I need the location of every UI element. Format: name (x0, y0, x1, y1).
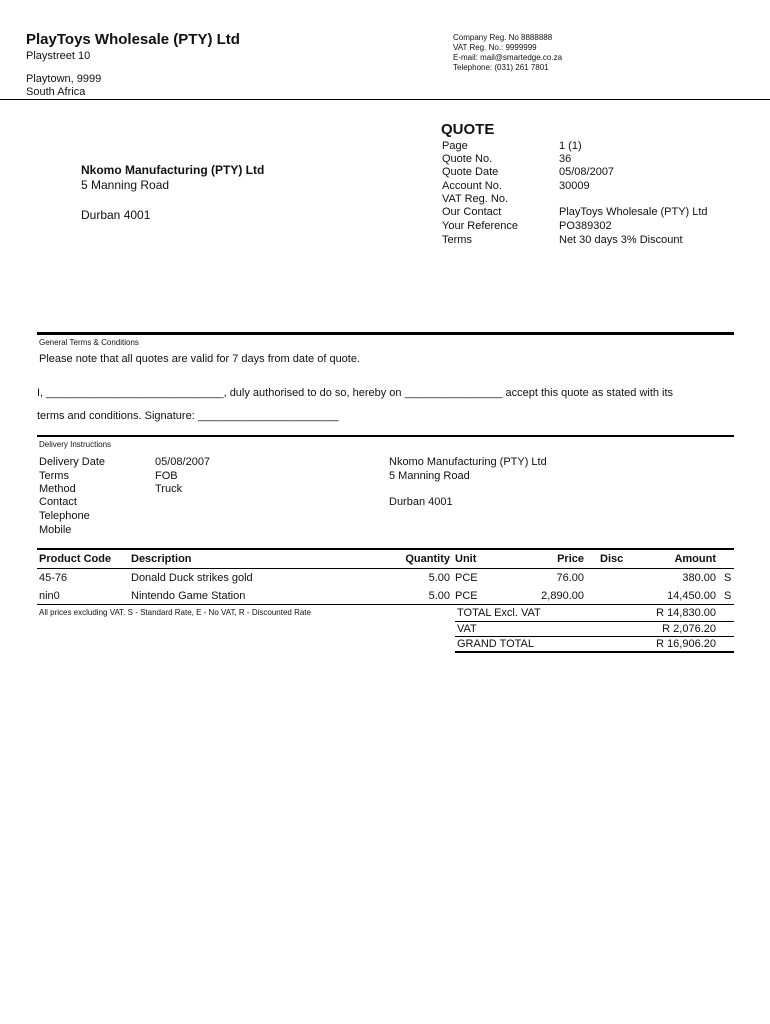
delivery-address-line1: 5 Manning Road (389, 470, 470, 482)
customer-address-line2: Durban 4001 (81, 208, 151, 222)
company-email: E-mail: mail@smartedge.co.za (453, 53, 563, 62)
vat-value: R 2,076.20 (662, 623, 716, 635)
grand-total-underline (455, 651, 734, 653)
authorisation-statement: I, _____________________________, duly authorised to do so, hereby on ________________ accept this quote as stated with its (37, 387, 674, 399)
total-excl-vat-label: TOTAL Excl. VAT (457, 607, 541, 619)
quote-label-account: Account No. (442, 180, 502, 192)
items-header-divider (37, 568, 734, 569)
item-vat-code: S (724, 572, 732, 584)
delivery-label-method: Method (39, 483, 76, 495)
item-price: 2,890.00 (541, 590, 584, 602)
customer-name: Nkomo Manufacturing (PTY) Ltd (81, 163, 265, 177)
total-excl-vat-value: R 14,830.00 (656, 607, 716, 619)
quote-value-account: 30009 (559, 180, 590, 192)
delivery-label-mobile: Mobile (39, 524, 72, 536)
company-town: Playtown, 9999 (26, 73, 102, 85)
grand-total-label: GRAND TOTAL (457, 638, 535, 650)
col-header-code: Product Code (39, 553, 112, 565)
signature-line: terms and conditions. Signature: _______________________ (37, 410, 339, 422)
col-header-description: Description (131, 553, 192, 565)
col-header-disc: Disc (600, 553, 624, 565)
col-header-price: Price (557, 553, 584, 565)
quote-value-date: 05/08/2007 (559, 166, 615, 178)
item-vat-code: S (724, 590, 732, 602)
item-description: Nintendo Game Station (131, 590, 246, 602)
delivery-value-method: Truck (155, 483, 183, 495)
quote-value-contact: PlayToys Wholesale (PTY) Ltd (559, 206, 708, 218)
item-amount: 380.00 (682, 572, 716, 584)
delivery-divider (37, 435, 734, 437)
col-header-amount: Amount (674, 553, 716, 565)
item-quantity: 5.00 (428, 590, 450, 602)
delivery-label-date: Delivery Date (39, 456, 106, 468)
vat-footnote: All prices excluding VAT. S - Standard Rate, E - No VAT, R - Discounted Rate (39, 608, 311, 617)
terms-heading: General Terms & Conditions (39, 338, 139, 347)
delivery-heading: Delivery Instructions (39, 440, 112, 449)
header-divider (0, 99, 770, 100)
delivery-value-terms: FOB (155, 470, 178, 482)
delivery-label-terms: Terms (39, 470, 69, 482)
item-code: 45-76 (39, 572, 68, 584)
item-amount: 14,450.00 (667, 590, 716, 602)
quote-validity-note: Please note that all quotes are valid for 7 days from date of quote. (39, 353, 361, 365)
vat-label: VAT (457, 623, 477, 635)
delivery-label-telephone: Telephone (39, 510, 90, 522)
company-vat-no: VAT Reg. No.: 9999999 (453, 43, 537, 52)
item-quantity: 5.00 (428, 572, 450, 584)
quote-label-number: Quote No. (442, 153, 493, 165)
quote-value-page: 1 (1) (559, 140, 582, 152)
quote-value-terms: Net 30 days 3% Discount (559, 234, 683, 246)
totals-divider (455, 621, 734, 622)
col-header-unit: Unit (455, 553, 477, 565)
customer-address-line1: 5 Manning Road (81, 178, 170, 192)
delivery-value-date: 05/08/2007 (155, 456, 211, 468)
company-reg-no: Company Reg. No 8888888 (453, 33, 553, 42)
terms-divider (37, 332, 734, 335)
quote-label-terms: Terms (442, 234, 472, 246)
quote-label-contact: Our Contact (442, 206, 502, 218)
items-bottom-divider (37, 604, 734, 605)
totals-divider (455, 636, 734, 637)
company-street: Playstreet 10 (26, 50, 91, 62)
company-country: South Africa (26, 86, 86, 98)
company-name: PlayToys Wholesale (PTY) Ltd (26, 31, 240, 48)
quote-label-date: Quote Date (442, 166, 499, 178)
quote-label-reference: Your Reference (442, 220, 519, 232)
item-price: 76.00 (556, 572, 584, 584)
company-telephone: Telephone: (031) 261 7801 (453, 63, 549, 72)
quote-title: QUOTE (441, 121, 495, 138)
quote-value-reference: PO389302 (559, 220, 612, 232)
item-code: nin0 (39, 590, 60, 602)
quote-label-vat: VAT Reg. No. (442, 193, 509, 205)
col-header-quantity: Quantity (405, 553, 450, 565)
delivery-address-line2: Durban 4001 (389, 496, 453, 508)
delivery-label-contact: Contact (39, 496, 77, 508)
item-unit: PCE (455, 590, 478, 602)
quote-label-page: Page (442, 140, 468, 152)
item-unit: PCE (455, 572, 478, 584)
items-top-divider (37, 548, 734, 550)
item-description: Donald Duck strikes gold (131, 572, 253, 584)
delivery-address-name: Nkomo Manufacturing (PTY) Ltd (389, 456, 547, 468)
quote-value-number: 36 (559, 153, 572, 165)
grand-total-value: R 16,906.20 (656, 638, 716, 650)
